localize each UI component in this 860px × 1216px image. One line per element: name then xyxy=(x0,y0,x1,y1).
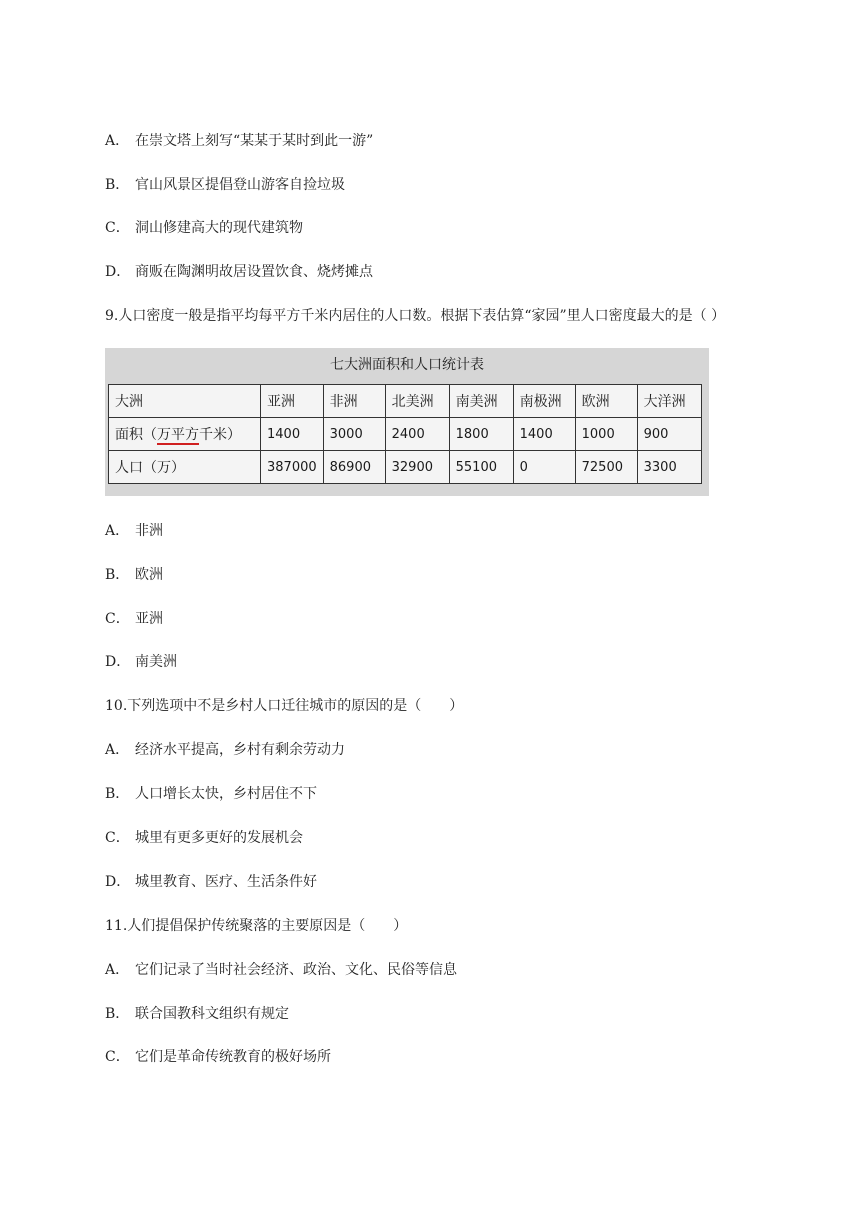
table-cell: 2400 xyxy=(385,418,449,451)
q11-option-c xyxy=(105,1047,331,1067)
q10-option-a xyxy=(105,740,345,760)
table-cell: 0 xyxy=(513,451,575,484)
q9-option-c xyxy=(105,609,163,629)
option-text: 南美洲 xyxy=(135,654,177,670)
q8-option-b xyxy=(105,175,345,195)
continent-stats-table-image xyxy=(105,348,709,496)
q11-option-b xyxy=(105,1004,289,1024)
option-text: 非洲 xyxy=(135,523,163,539)
q8-option-a xyxy=(105,131,373,151)
table-cell: 亚洲 xyxy=(261,385,324,418)
table-row-area xyxy=(109,418,702,451)
table-cell: 3300 xyxy=(637,451,701,484)
table-cell: 32900 xyxy=(385,451,449,484)
option-letter: B． xyxy=(105,567,130,583)
table-cell: 1000 xyxy=(575,418,637,451)
table-cell: 非洲 xyxy=(323,385,385,418)
table-cell: 1800 xyxy=(449,418,513,451)
table-header-row xyxy=(109,385,702,418)
label-part-underlined: 万平方 xyxy=(157,427,199,443)
label-part: 千米） xyxy=(199,427,241,443)
option-letter: C． xyxy=(105,611,130,627)
option-text: 官山风景区提倡登山游客自捡垃圾 xyxy=(135,177,345,193)
option-letter: B． xyxy=(105,786,130,802)
option-letter: D． xyxy=(105,264,131,280)
q10-option-b xyxy=(105,784,317,804)
table-row-population xyxy=(109,451,702,484)
q10-stem: 10.下列选项中不是乡村人口迁往城市的原因的是（ ） xyxy=(105,698,464,714)
option-letter: D． xyxy=(105,874,131,890)
q9-option-d xyxy=(105,652,177,672)
option-text: 人口增长太快，乡村居住不下 xyxy=(135,786,317,802)
q9-option-a xyxy=(105,521,163,541)
option-letter: C． xyxy=(105,830,130,846)
table-cell: 大洲 xyxy=(109,385,261,418)
option-letter: B． xyxy=(105,177,130,193)
table-cell: 1400 xyxy=(513,418,575,451)
option-text: 洞山修建高大的现代建筑物 xyxy=(135,220,303,236)
option-text: 城里有更多更好的发展机会 xyxy=(135,830,303,846)
continent-stats-table xyxy=(108,384,702,484)
option-text: 在崇文塔上刻写“某某于某时到此一游” xyxy=(135,133,374,149)
table-cell: 南美洲 xyxy=(449,385,513,418)
option-letter: D． xyxy=(105,654,131,670)
option-text: 联合国教科文组织有规定 xyxy=(135,1006,289,1022)
table-cell: 86900 xyxy=(323,451,385,484)
q8-option-c xyxy=(105,218,303,238)
table-title: 七大洲面积和人口统计表 xyxy=(330,357,484,373)
table-row-label xyxy=(109,418,261,451)
table-cell: 北美洲 xyxy=(385,385,449,418)
q10-option-d xyxy=(105,872,317,892)
q9-stem: 9.人口密度一般是指平均每平方千米内居住的人口数。根据下表估算“家园”里人口密度最大的是（ ） xyxy=(105,308,726,324)
q10-option-c xyxy=(105,828,303,848)
table-cell: 1400 xyxy=(261,418,324,451)
q11-option-a xyxy=(105,960,457,980)
option-letter: A． xyxy=(105,742,130,758)
option-text: 亚洲 xyxy=(135,611,163,627)
table-cell: 3000 xyxy=(323,418,385,451)
q9-option-b xyxy=(105,565,163,585)
table-cell: 大洋洲 xyxy=(637,385,701,418)
option-letter: A． xyxy=(105,523,130,539)
table-cell: 欧洲 xyxy=(575,385,637,418)
option-text: 它们是革命传统教育的极好场所 xyxy=(135,1049,331,1065)
table-row-label: 人口（万） xyxy=(109,451,261,484)
option-letter: C． xyxy=(105,1049,130,1065)
q11-stem: 11.人们提倡保护传统聚落的主要原因是（ ） xyxy=(105,918,408,934)
option-text: 欧洲 xyxy=(135,567,163,583)
option-letter: A． xyxy=(105,133,130,149)
option-text: 商贩在陶渊明故居设置饮食、烧烤摊点 xyxy=(135,264,373,280)
label-part: 面积（ xyxy=(115,427,157,443)
option-text: 它们记录了当时社会经济、政治、文化、民俗等信息 xyxy=(135,962,457,978)
table-cell: 72500 xyxy=(575,451,637,484)
option-text: 城里教育、医疗、生活条件好 xyxy=(135,874,317,890)
option-text: 经济水平提高，乡村有剩余劳动力 xyxy=(135,742,345,758)
option-letter: B． xyxy=(105,1006,130,1022)
table-cell: 387000 xyxy=(261,451,324,484)
option-letter: C． xyxy=(105,220,130,236)
table-cell: 55100 xyxy=(449,451,513,484)
table-cell: 南极洲 xyxy=(513,385,575,418)
q8-option-d xyxy=(105,262,373,282)
option-letter: A． xyxy=(105,962,130,978)
table-cell: 900 xyxy=(637,418,701,451)
